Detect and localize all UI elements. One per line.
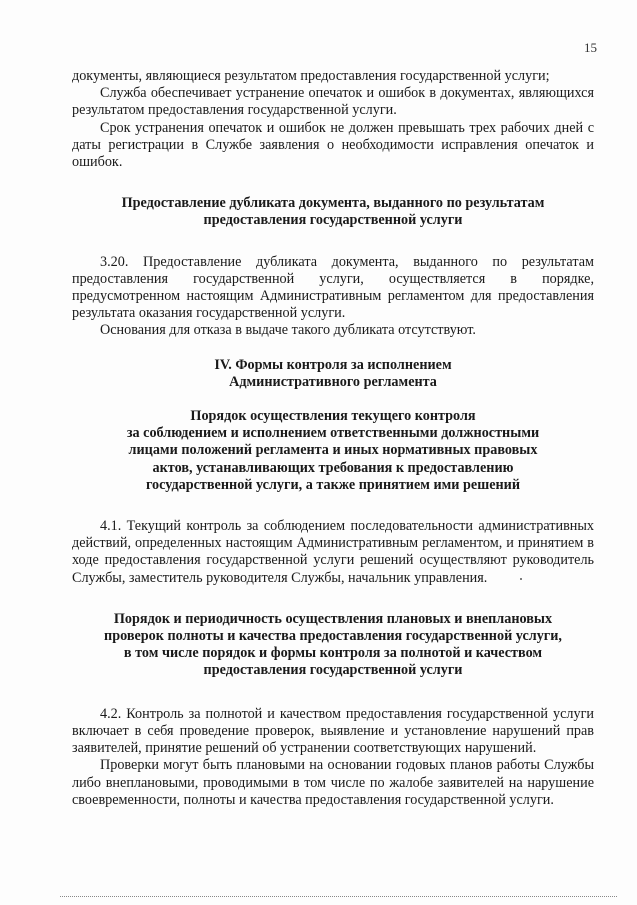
- heading-line: лицами положений регламента и иных нормативных правовых: [128, 442, 538, 459]
- heading-line: Порядок и периодичность осуществления плановых и внеплановых: [113, 610, 553, 627]
- heading-planned-inspections: [72, 611, 594, 680]
- heading-line: Административного регламента: [229, 373, 437, 390]
- heading-line: Предоставление дубликата документа, выданного по результатам: [121, 195, 545, 212]
- heading-current-control: [72, 408, 594, 494]
- heading-line: проверок полноты и качества предоставления государственной услуги,: [104, 628, 562, 645]
- paragraph-4-1: 4.1. Текущий контроль за соблюдением последовательности административных действий, определенных настоящим Административным регламентом, и принятием в ходе предоставления государственной услуги решений осуществляют руководитель Службы, заместитель руководителя Службы, начальник управления.: [72, 518, 594, 586]
- page-number: 15: [584, 40, 597, 55]
- scan-bottom-edge: [60, 896, 617, 897]
- heading-line: в том числе порядок и формы контроля за полнотой и качеством: [123, 645, 543, 662]
- heading-line: актов, устанавливающих требования к предоставлению: [152, 459, 514, 476]
- paragraph-no-refusal-grounds: Основания для отказа в выдаче такого дубликата отсутствуют.: [100, 322, 476, 339]
- heading-line: государственной услуги, а также принятием ими решений: [145, 476, 521, 493]
- heading-line: за соблюдением и исполнением ответственными должностными: [126, 425, 540, 442]
- heading-line: Порядок осуществления текущего контроля: [190, 408, 476, 425]
- paragraph-correction-deadline: Срок устранения опечаток и ошибок не должен превышать трех рабочих дней с даты регистрации в Службе заявления о необходимости исправления опечаток и ошибок.: [72, 119, 594, 171]
- paragraph-3-20: 3.20. Предоставление дубликата документа, выданного по результатам предоставления государственной услуги, осуществляется в порядке, предусмотренном настоящим Административным регламентом для предоставления результата оказания государственной услуги.: [72, 253, 594, 322]
- document-body: [72, 68, 594, 809]
- heading-line: предоставления государственной услуги: [203, 662, 463, 679]
- scan-speck: [520, 578, 522, 580]
- paragraph-inspections: Проверки могут быть плановыми на основании годовых планов работы Службы либо внеплановыми, проводимыми в том числе по жалобе заявителей на нарушение своевременности, полноты и качества предоставления государственной услуги.: [72, 757, 594, 808]
- paragraph-results-documents: документы, являющиеся результатом предоставления государственной услуги;: [72, 68, 550, 84]
- paragraph-4-2: 4.2. Контроль за полнотой и качеством предоставления государственной услуги включает в себя проведение проверок, выявление и установление нарушений прав заявителей, принятие решений об устранении соответствующих нарушений.: [72, 705, 594, 757]
- heading-line: предоставления государственной услуги: [203, 212, 463, 229]
- heading-line: IV. Формы контроля за исполнением: [214, 356, 452, 373]
- paragraph-typo-correction: Служба обеспечивает устранение опечаток и ошибок в документах, являющихся результатом предоставления государственной услуги.: [72, 85, 594, 119]
- heading-section-iv: [72, 357, 594, 391]
- heading-duplicate-document: [72, 195, 594, 229]
